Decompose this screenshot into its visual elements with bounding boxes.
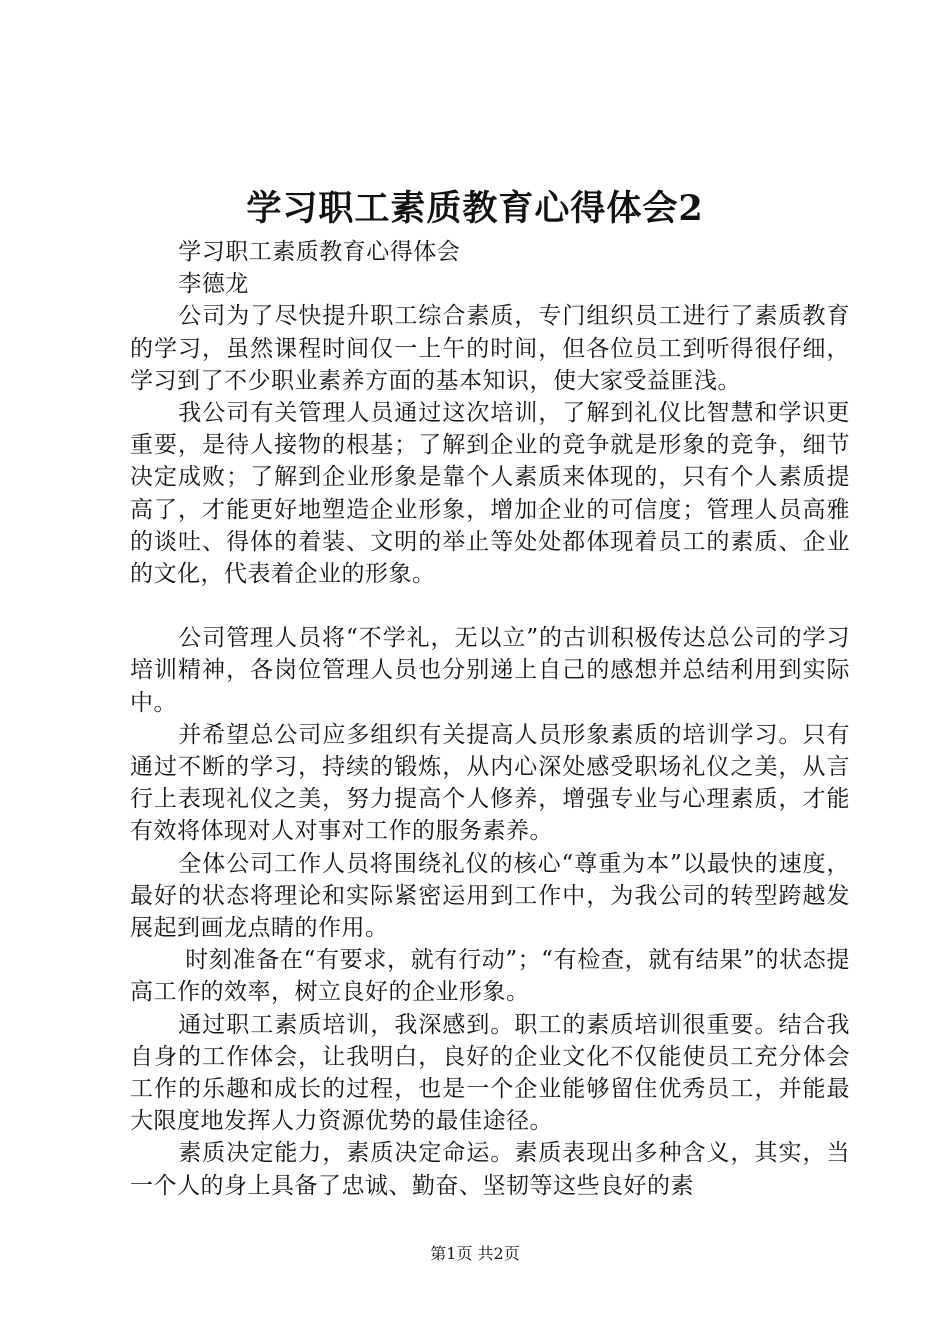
- body-paragraph: 全体公司工作人员将围绕礼仪的核心“尊重为本”以最快的速度，最好的状态将理论和实际紧密运用到工作中，为我公司的转型跨越发展起到画龙点睛的作用。: [130, 850, 850, 942]
- body-paragraph: 时刻准备在“有要求，就有行动”；“有检查，就有结果”的状态提高工作的效率，树立良好的企业形象。: [130, 947, 850, 1006]
- body-paragraph: 公司为了尽快提升职工综合素质，专门组织员工进行了素质教育的学习，虽然课程时间仅一上午的时间，但各位员工到听得很仔细，学习到了不少职业素养方面的基本知识，使大家受益匪浅。: [130, 303, 850, 394]
- subtitle-paragraph: 学习职工素质教育心得体会: [178, 239, 461, 265]
- document-title: 学习职工素质教育心得体会2: [246, 188, 704, 229]
- page-footer: 第1页 共2页: [430, 1244, 520, 1263]
- body-paragraph: 我公司有关管理人员通过这次培训，了解到礼仪比智慧和学识更重要，是待人接物的根基；了解到企业的竞争就是形象的竞争，细节决定成败；了解到企业形象是靠个人素质来体现的，只有个人素质提高了，才能更好地塑造企业形象，增加企业的可信度；管理人员高雅的谈吐、得体的着装、文明的举止等处处都体现着员工的素质、企业的文化，代表着企业的形象。: [130, 400, 850, 588]
- body-paragraph: 素质决定能力，素质决定命运。素质表现出多种含义，其实，当一个人的身上具备了忠诚、勤奋、坚韧等这些良好的素: [130, 1140, 850, 1199]
- body-paragraph: 并希望总公司应多组织有关提高人员形象素质的培训学习。只有通过不断的学习，持续的锻炼，从内心深处感受职场礼仪之美，从言行上表现礼仪之美，努力提高个人修养，增强专业与心理素质，才能有效将体现对人对事对工作的服务素养。: [130, 721, 850, 845]
- body-paragraph: 公司管理人员将“不学礼，无以立”的古训积极传达总公司的学习培训精神，各岗位管理人员也分别递上自己的感想并总结利用到实际中。: [130, 625, 850, 716]
- body-paragraph: 通过职工素质培训，我深感到。职工的素质培训很重要。结合我自身的工作体会，让我明白，良好的企业文化不仅能使员工充分体会工作的乐趣和成长的过程，也是一个企业能够留住优秀员工，并能最大限度地发挥人力资源优势的最佳途径。: [130, 1011, 850, 1135]
- document-body: [130, 236, 850, 1202]
- author-paragraph: 李德龙: [178, 271, 249, 298]
